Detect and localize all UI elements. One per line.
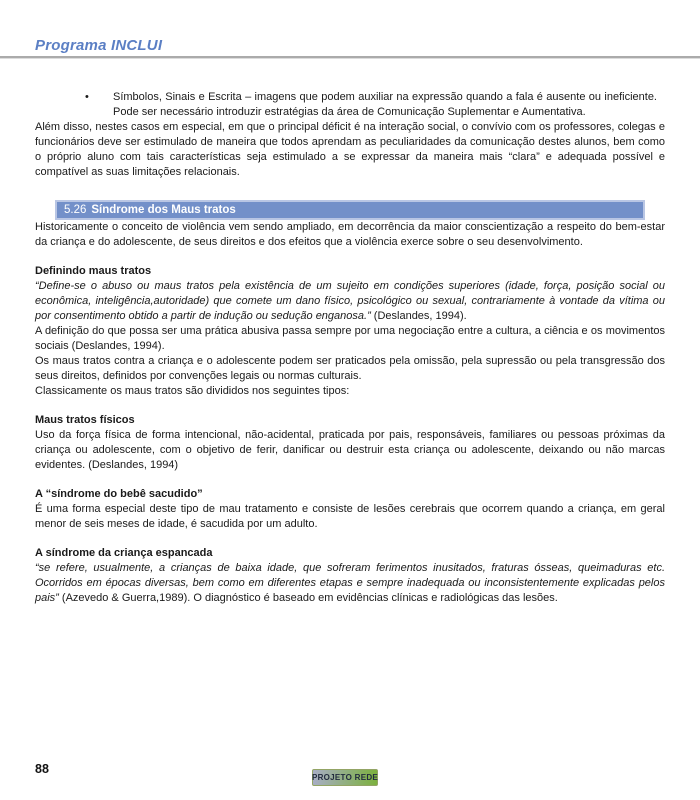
paragraph-maus-tratos-omissao: Os maus tratos contra a criança e o adolescente podem ser praticados pela omissão, pela supressão ou pela transgressão dos seus direitos, definidos por convenções legais ou normas culturais. [35, 355, 665, 382]
espancada-citation-and-text: (Azevedo & Guerra,1989). O diagnóstico é baseado em evidências clínicas e radiológicas das lesões. [58, 592, 558, 604]
espancada-quote-italic: “se refere, usualmente, a crianças de baixa idade, que sofreram ferimentos inusitados, fraturas ósseas, queimaduras etc. Ocorridos em épocas diversas, bem como em diferentes etapas e sempre inadequada ou inconsistentemente explicadas pelos pais” [35, 562, 665, 604]
heading-crianca-espancada: A síndrome da criança espancada [35, 547, 213, 559]
section-header-bar [55, 200, 645, 220]
block-bebe-sacudido [35, 487, 665, 532]
paragraph-crianca-espancada [35, 561, 665, 606]
list-item [35, 90, 665, 120]
paragraph-historicamente: Historicamente o conceito de violência vem sendo ampliado, em decorrência da maior conscientização a respeito do bem-estar da criança e do adolescente, de seus direitos e dos efeitos que a violência exerce sobre o seu desenvolvimento. [35, 221, 665, 248]
projeto-rede-logo-text: PROJETO REDE [311, 773, 379, 782]
paragraph-definindo-quote [35, 279, 665, 324]
section-title: Síndrome dos Maus tratos [91, 204, 236, 216]
bullet-icon: • [85, 91, 89, 103]
block-crianca-espancada [35, 546, 665, 606]
projeto-rede-logo [312, 769, 378, 786]
block-maus-tratos-fisicos [35, 413, 665, 473]
page-content [35, 59, 665, 606]
section-number: 5.26 [64, 204, 87, 216]
paragraph-definicao-pratica: A definição do que possa ser uma prática abusiva passa sempre por uma negociação entre a cultura, a ciência e os movimentos sociais (Deslandes, 1994). [35, 325, 665, 352]
list-item-text: Símbolos, Sinais e Escrita – imagens que podem auxiliar na expressão quando a fala é ausente ou ineficiente. Pode ser necessário introduzir estratégias da área de Comunicação Suplementar e Aumentativa. [113, 91, 657, 118]
paragraph-bebe-sacudido: É uma forma especial deste tipo de mau tratamento e consiste de lesões cerebrais que ocorrem quando a criança, em geral menor de seis meses de idade, é sacudida por um adulto. [35, 503, 665, 530]
heading-maus-tratos-fisicos: Maus tratos físicos [35, 414, 135, 426]
block-definindo [35, 264, 665, 384]
heading-definindo-maus-tratos: Definindo maus tratos [35, 265, 152, 277]
paragraph-alem-disso: Além disso, nestes casos em especial, em que o principal déficit é na interação social, o convívio com os professores, colegas e funcionários deve ser estimulado de maneira que todos aprendam as peculiaridades da comunicação destes alunos, bem como o próprio aluno com tais características seja estimulado a se expressar da maneira mais “clara” e adequada possível e compatível as suas limitações relacionais. [35, 121, 665, 178]
paragraph-maus-tratos-fisicos: Uso da força física de forma intencional, não-acidental, praticada por pais, responsáveis, familiares ou pessoas próximas da criança ou adolescente, com o objetivo de ferir, danificar ou destruir esta criança ou adolescente, deixando ou não marcas evidentes. (Deslandes, 1994) [35, 429, 665, 471]
quote-citation: (Deslandes, 1994). [370, 310, 467, 322]
heading-bebe-sacudido: A “síndrome do bebê sacudido” [35, 488, 203, 500]
footer-page-number: 88 [35, 762, 49, 776]
quote-italic-text: “Define-se o abuso ou maus tratos pela existência de um sujeito em condições superiores (idade, força, posição social ou econômica, inteligência,autoridade) que comete um dano físico, psicológico ou sexual, contrariamente à vontade da vítima ou por consentimento obtido a partir de indução ou sedução enganosa.” [35, 280, 665, 322]
page-header-title: Programa INCLUI [35, 37, 163, 54]
paragraph-classicamente: Classicamente os maus tratos são divididos nos seguintes tipos: [35, 385, 350, 397]
